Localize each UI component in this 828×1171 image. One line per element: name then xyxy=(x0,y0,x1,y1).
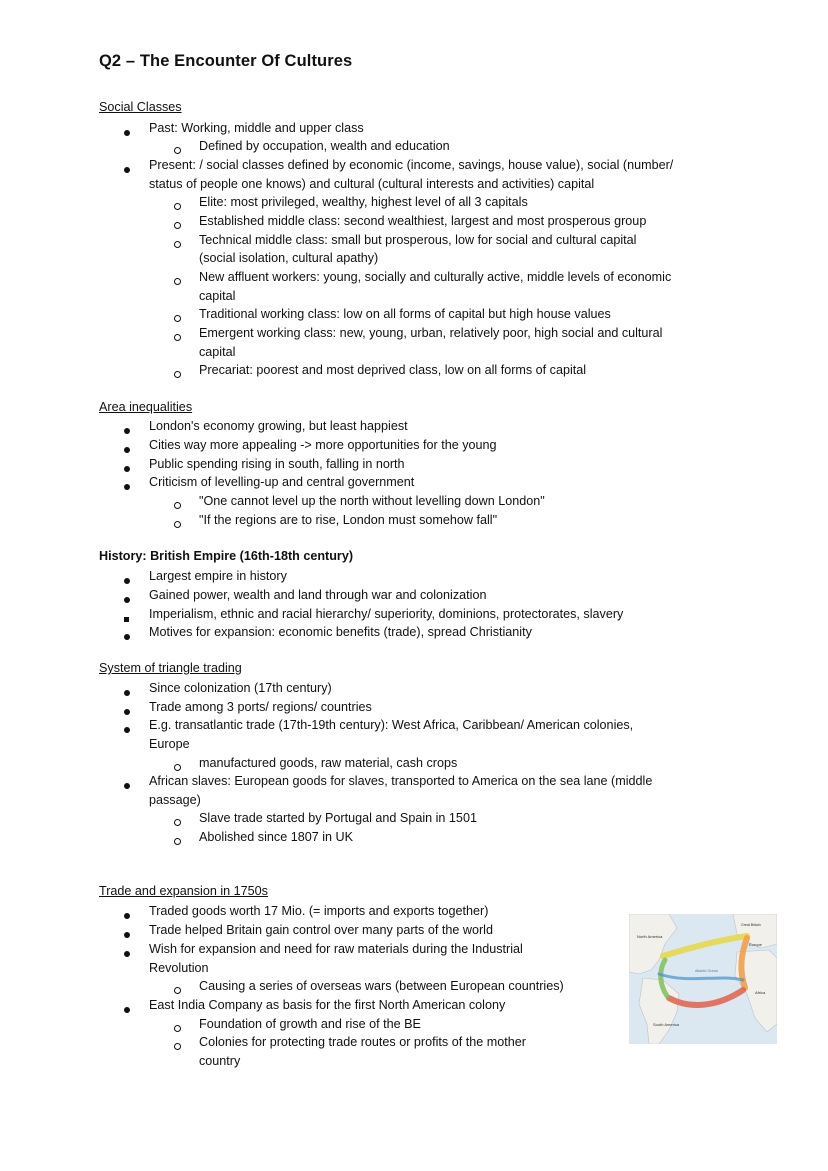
list-subitem: manufactured goods, raw material, cash crops xyxy=(199,756,458,770)
list-item-continued: Europe xyxy=(149,737,190,751)
map-label-south-america: South America xyxy=(653,1022,680,1027)
bullet-circle xyxy=(174,366,181,382)
bullet-circle xyxy=(174,310,181,326)
list-subitem: "If the regions are to rise, London must somehow fall" xyxy=(199,513,498,527)
list-item: Gained power, wealth and land through war and colonization xyxy=(149,588,487,602)
list-subitem: Defined by occupation, wealth and education xyxy=(199,139,450,153)
bullet-dot xyxy=(124,703,130,719)
list-item-continued: Revolution xyxy=(149,961,209,975)
list-item: London's economy growing, but least happiest xyxy=(149,419,408,433)
bullet-dot xyxy=(124,124,130,140)
bullet-dot xyxy=(124,161,130,177)
list-item: Imperialism, ethnic and racial hierarchy/ superiority, dominions, protectorates, slavery xyxy=(149,607,624,621)
bullet-circle xyxy=(174,273,181,289)
list-subitem: Technical middle class: small but prosperous, low for social and cultural capital xyxy=(199,233,637,247)
list-subitem-continued: capital xyxy=(199,345,236,359)
bullet-circle xyxy=(174,142,181,158)
bullet-circle xyxy=(174,814,181,830)
triangle-trade-map-svg xyxy=(629,914,777,1044)
section-heading-triangle-trading: System of triangle trading xyxy=(99,661,242,675)
list-subitem: Abolished since 1807 in UK xyxy=(199,830,354,844)
map-label-atlantic: Atlantic Ocean xyxy=(695,969,718,973)
bullet-circle xyxy=(174,516,181,532)
map-label-europe: Europe xyxy=(749,942,762,947)
list-item: Largest empire in history xyxy=(149,569,287,583)
bullet-dot xyxy=(124,1001,130,1017)
list-subitem: Precariat: poorest and most deprived class, low on all forms of capital xyxy=(199,363,587,377)
list-subitem-continued: (social isolation, cultural apathy) xyxy=(199,251,379,265)
bullet-dot xyxy=(124,572,130,588)
bullet-dot xyxy=(124,460,130,476)
map-label-north-america: North America xyxy=(637,934,663,939)
bullet-dot xyxy=(124,478,130,494)
bullet-dot xyxy=(124,777,130,793)
list-item: East India Company as basis for the first North American colony xyxy=(149,998,506,1012)
list-subitem: Slave trade started by Portugal and Spain in 1501 xyxy=(199,811,477,825)
bullet-circle xyxy=(174,497,181,513)
list-item: African slaves: European goods for slaves, transported to America on the sea lane (middle xyxy=(149,774,653,788)
section-heading-history: History: British Empire (16th-18th century) xyxy=(99,549,354,563)
list-subitem-continued: country xyxy=(199,1054,241,1068)
bullet-circle xyxy=(174,198,181,214)
page-title: Q2 – The Encounter Of Cultures xyxy=(99,52,353,70)
bullet-dot xyxy=(124,926,130,942)
list-item-continued: passage) xyxy=(149,793,201,807)
bullet-dot xyxy=(124,907,130,923)
bullet-circle xyxy=(174,329,181,345)
list-item: Criticism of levelling-up and central government xyxy=(149,475,415,489)
bullet-dot xyxy=(124,441,130,457)
bullet-circle xyxy=(174,982,181,998)
list-subitem: Elite: most privileged, wealthy, highest level of all 3 capitals xyxy=(199,195,528,209)
bullet-circle xyxy=(174,1020,181,1036)
bullet-circle xyxy=(174,236,181,252)
list-subitem-continued: capital xyxy=(199,289,236,303)
list-subitem: Foundation of growth and rise of the BE xyxy=(199,1017,421,1031)
bullet-dot xyxy=(124,945,130,961)
list-item: Present: / social classes defined by economic (income, savings, house value), social (number/ xyxy=(149,158,674,172)
list-item: Trade among 3 ports/ regions/ countries xyxy=(149,700,372,714)
list-item-continued: status of people one knows) and cultural (cultural interests and activities) capital xyxy=(149,177,595,191)
list-item: Traded goods worth 17 Mio. (= imports and exports together) xyxy=(149,904,489,918)
bullet-square xyxy=(124,610,129,626)
bullet-dot xyxy=(124,721,130,737)
bullet-dot xyxy=(124,628,130,644)
triangle-trade-map-image xyxy=(629,914,777,1044)
list-subitem: Established middle class: second wealthiest, largest and most prosperous group xyxy=(199,214,647,228)
bullet-dot xyxy=(124,422,130,438)
list-subitem: New affluent workers: young, socially and culturally active, middle levels of economic xyxy=(199,270,672,284)
bullet-circle xyxy=(174,833,181,849)
list-subitem: Emergent working class: new, young, urban, relatively poor, high social and cultural xyxy=(199,326,663,340)
bullet-circle xyxy=(174,217,181,233)
bullet-dot xyxy=(124,684,130,700)
list-item: Past: Working, middle and upper class xyxy=(149,121,364,135)
section-heading-social-classes: Social Classes xyxy=(99,100,182,114)
list-item: Public spending rising in south, falling in north xyxy=(149,457,405,471)
list-subitem: "One cannot level up the north without levelling down London" xyxy=(199,494,545,508)
bullet-dot xyxy=(124,591,130,607)
list-item: Cities way more appealing -> more opportunities for the young xyxy=(149,438,497,452)
list-item: Since colonization (17th century) xyxy=(149,681,332,695)
list-subitem: Causing a series of overseas wars (between European countries) xyxy=(199,979,564,993)
list-subitem: Colonies for protecting trade routes or profits of the mother xyxy=(199,1035,526,1049)
list-item: E.g. transatlantic trade (17th-19th century): West Africa, Caribbean/ American colonies, xyxy=(149,718,634,732)
list-subitem: Traditional working class: low on all forms of capital but high house values xyxy=(199,307,611,321)
section-heading-trade-expansion: Trade and expansion in 1750s xyxy=(99,884,268,898)
list-item: Wish for expansion and need for raw materials during the Industrial xyxy=(149,942,523,956)
list-item: Motives for expansion: economic benefits (trade), spread Christianity xyxy=(149,625,532,639)
map-label-africa: Africa xyxy=(755,990,766,995)
section-heading-area-inequalities: Area inequalities xyxy=(99,400,193,414)
map-label-britain: Great Britain xyxy=(741,923,761,927)
bullet-circle xyxy=(174,1038,181,1054)
list-item: Trade helped Britain gain control over many parts of the world xyxy=(149,923,493,937)
